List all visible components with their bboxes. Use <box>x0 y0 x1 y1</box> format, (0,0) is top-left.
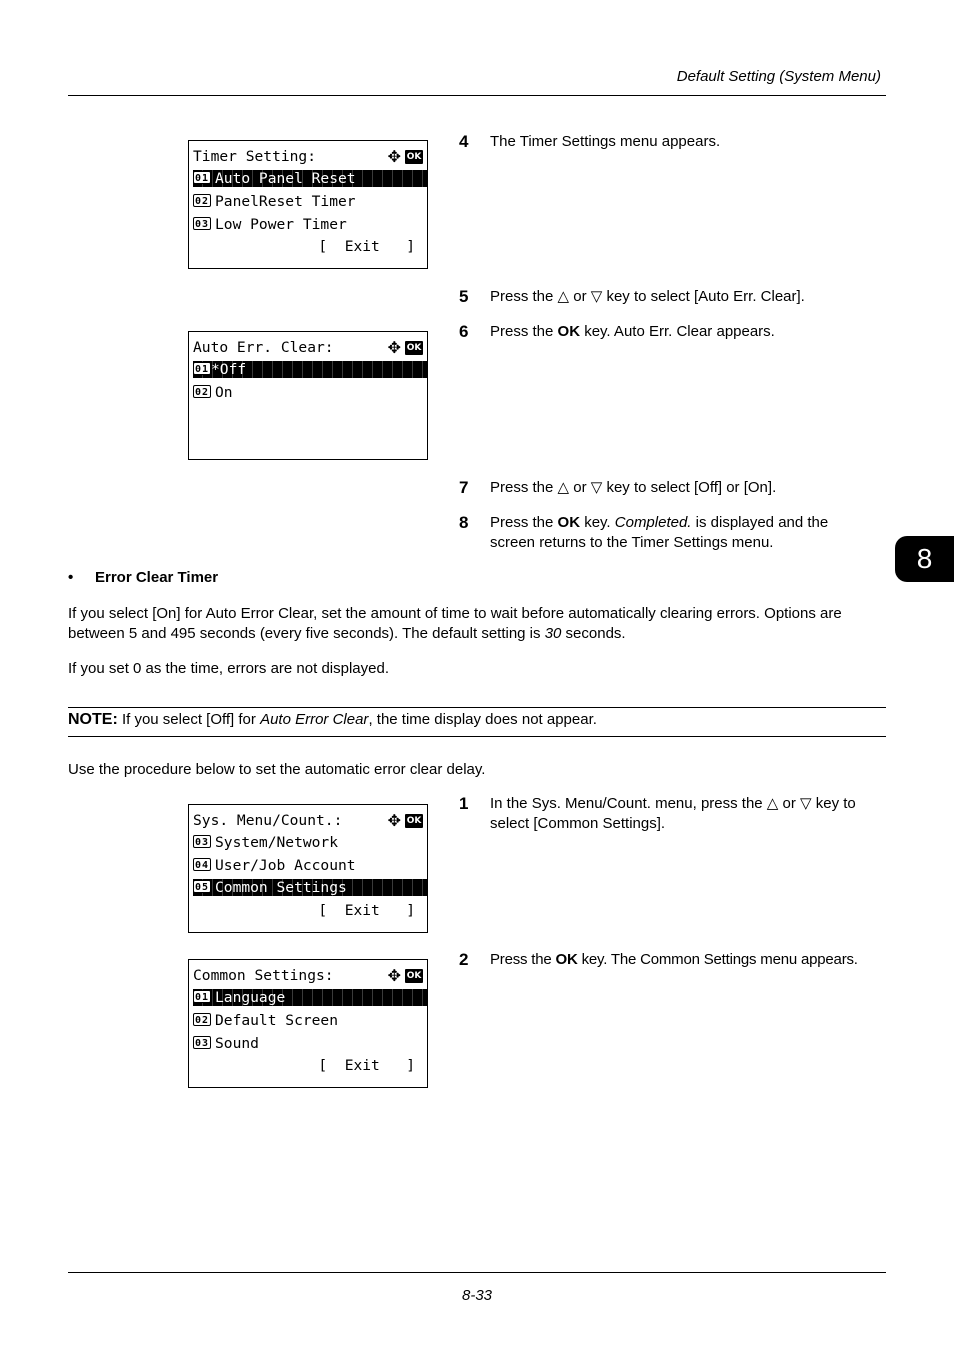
lcd-menu-item <box>193 384 427 402</box>
step-number: 2 <box>459 950 469 969</box>
lcd-menu-item <box>193 1035 427 1053</box>
lcd-item-label: *Off <box>211 361 247 378</box>
footer-rule <box>68 1272 886 1273</box>
section-heading: Error Clear Timer <box>95 569 219 586</box>
step-number: 7 <box>459 478 469 497</box>
lcd-nav-indicator <box>388 967 423 985</box>
lcd-menu-item <box>193 879 427 896</box>
step-text: In the Sys. Menu/Count. menu, press the △ or ▽ key to select [Common Settings]. <box>490 795 856 832</box>
lcd-item-label: On <box>215 384 233 401</box>
lcd-menu-item <box>193 857 427 875</box>
lcd-item-label: System/Network <box>215 834 339 851</box>
four-way-arrow-icon: ✥ <box>387 147 401 166</box>
lcd-title: Sys. Menu/Count.: <box>193 812 343 829</box>
lcd-menu-item <box>193 1012 427 1030</box>
lcd-menu-item <box>193 216 427 234</box>
four-way-arrow-icon: ✥ <box>387 811 401 830</box>
lcd-menu-item <box>193 834 427 852</box>
lcd-nav-indicator <box>388 339 423 357</box>
lcd-menu-item <box>193 361 427 378</box>
four-way-arrow-icon: ✥ <box>387 338 401 357</box>
section-bullet: • <box>68 569 74 586</box>
ok-key-icon: OK <box>406 343 422 353</box>
lcd-item-label: Sound <box>215 1035 259 1052</box>
step-number: 1 <box>459 794 469 813</box>
lcd-item-label: Default Screen <box>215 1012 339 1029</box>
step-number: 4 <box>459 132 469 151</box>
note: NOTE: If you select [Off] for Auto Error Clear, the time display does not appear. <box>68 711 597 728</box>
ok-key-icon: OK <box>406 152 422 162</box>
note-top-rule <box>68 707 886 708</box>
four-way-arrow-icon: ✥ <box>387 966 401 985</box>
step-number: 5 <box>459 287 469 306</box>
item-number-icon: 05 <box>194 882 210 893</box>
item-number-icon: 04 <box>194 860 210 871</box>
procedure-intro: Use the procedure below to set the automatic error clear delay. <box>68 761 486 778</box>
lcd-menu-item <box>193 193 427 211</box>
item-number-icon: 03 <box>194 1038 210 1049</box>
lcd-item-label: Language <box>215 989 286 1006</box>
lcd-item-label: Low Power Timer <box>215 216 347 233</box>
step-text: Press the OK key. Completed. is displayed and the screen returns to the Timer Settings menu. <box>490 514 829 551</box>
step-text: The Timer Settings menu appears. <box>490 133 721 150</box>
lcd-item-label: Auto Panel Reset <box>215 170 356 187</box>
lcd-timer-setting <box>188 140 428 269</box>
step-text: Press the OK key. The Common Settings menu appears. <box>490 951 858 968</box>
step-number: 6 <box>459 322 469 341</box>
item-number-icon: 03 <box>194 219 210 230</box>
lcd-menu-item <box>193 989 427 1006</box>
running-header: Default Setting (System Menu) <box>676 68 881 85</box>
lcd-title: Timer Setting: <box>193 148 317 165</box>
lcd-item-label: PanelReset Timer <box>215 193 356 210</box>
ok-key-icon: OK <box>406 971 422 981</box>
ok-key-icon: OK <box>406 816 422 826</box>
page-number: 8-33 <box>461 1287 493 1304</box>
header-rule <box>68 95 886 96</box>
lcd-common-settings <box>188 959 428 1088</box>
note-bottom-rule <box>68 736 886 737</box>
item-number-icon: 02 <box>194 387 210 398</box>
item-number-icon: 02 <box>194 1015 210 1026</box>
step-text: Press the △ or ▽ key to select [Auto Err. Clear]. <box>490 288 805 305</box>
item-number-icon: 03 <box>194 837 210 848</box>
lcd-item-label: User/Job Account <box>215 857 356 874</box>
lcd-item-label: Common Settings <box>215 879 347 896</box>
item-number-icon: 01 <box>194 173 210 184</box>
lcd-exit-softkey: [ Exit ] <box>318 1057 415 1074</box>
lcd-nav-indicator <box>388 812 423 830</box>
step-text: Press the △ or ▽ key to select [Off] or [On]. <box>490 479 777 496</box>
item-number-icon: 02 <box>194 196 210 207</box>
step-text: Press the OK key. Auto Err. Clear appears. <box>490 323 775 340</box>
lcd-menu-item <box>193 170 427 187</box>
body-paragraph: If you set 0 as the time, errors are not displayed. <box>68 660 389 677</box>
lcd-exit-softkey: [ Exit ] <box>318 238 415 255</box>
lcd-title: Auto Err. Clear: <box>193 339 334 356</box>
note-label: NOTE: <box>68 711 118 728</box>
lcd-auto-err-clear <box>188 331 428 460</box>
lcd-nav-indicator <box>388 148 423 166</box>
lcd-sys-menu-count <box>188 804 428 933</box>
item-number-icon: 01 <box>194 992 210 1003</box>
lcd-exit-softkey: [ Exit ] <box>318 902 415 919</box>
chapter-tab: 8 <box>895 536 954 582</box>
body-paragraph: If you select [On] for Auto Error Clear, set the amount of time to wait before automatically clearing errors. Options are between 5 and 495 seconds (every five seconds). The default setting is 30 seconds. <box>68 605 842 642</box>
item-number-icon: 01 <box>194 364 210 375</box>
step-number: 8 <box>459 513 469 532</box>
lcd-title: Common Settings: <box>193 967 334 984</box>
